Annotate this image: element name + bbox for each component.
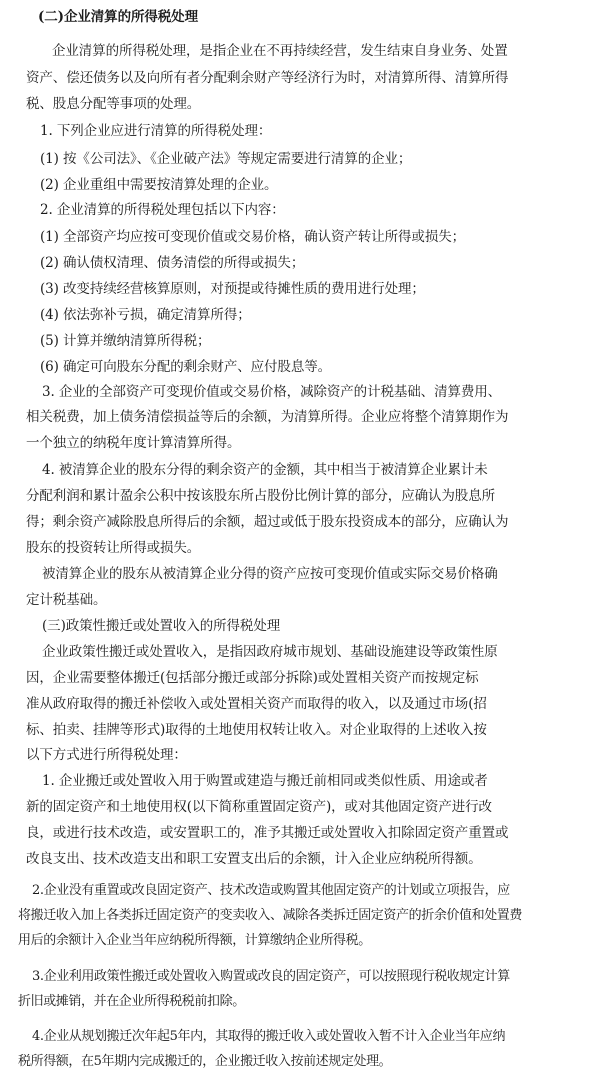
list-item: (2) 确认债权清理、债务清偿的所得或损失； [40,255,305,271]
list-title: 2. 企业清算的所得税处理包括以下内容： [40,202,285,218]
list-item: (2) 企业重组中需要按清算处理的企业。 [40,177,278,193]
paragraph-line: 以下方式进行所得税处理： [26,747,187,763]
paragraph-line: 一个独立的纳税年度计算清算所得。 [26,435,241,451]
paragraph-line: 资产、偿还债务以及向所有者分配剩余财产等经济行为时，对清算所得、清算所得 [26,70,509,86]
paragraph-line: 折旧或摊销，并在企业所得税税前扣除。 [18,994,245,1009]
paragraph-line: 用后的余额计入企业当年应纳税所得额，计算缴纳企业所得税。 [18,933,371,948]
paragraph-line: 将搬迁收入加上各类拆迁固定资产的变卖收入、减除各类拆迁固定资产的折余价值和处置费 [18,908,523,923]
paragraph-line: 3. 企业的全部资产可变现价值或交易价格，减除资产的计税基础、清算费用、 [42,384,502,400]
list-item: (4) 依法弥补亏损，确定清算所得； [40,307,251,323]
paragraph-line: 准从政府取得的搬迁补偿收入或处置相关资产而取得的收入，以及通过市场(招 [26,696,487,712]
list-item: (1) 全部资产均应按可变现价值或交易价格，确认资产转让所得或损失； [40,229,466,245]
paragraph-line: 得；剩余资产减除股息所得后的余额，超过或低于股东投资成本的部分，应确认为 [26,514,509,530]
paragraph-line: 4.企业从规划搬迁次年起5年内，其取得的搬迁收入或处置收入暂不计入企业当年应纳 [32,1029,506,1044]
paragraph-line: 企业清算的所得税处理，是指企业在不再持续经营，发生结束自身业务、处置 [52,43,508,59]
paragraph-line: 分配利润和累计盈余公积中按该股东所占股份比例计算的部分，应确认为股息所 [26,488,495,504]
list-item: (5) 计算并缴纳清算所得税； [40,333,211,349]
paragraph-line: 企业政策性搬迁或处置收入，是指因政府城市规划、基础设施建设等政策性原 [42,644,498,660]
paragraph-line: 税、股息分配等事项的处理。 [26,96,201,112]
paragraph-line: 1. 企业搬迁或处置收入用于购置或建造与搬迁前相同或类似性质、用途或者 [42,773,488,789]
list-item: (3) 改变持续经营核算原则，对预提或待摊性质的费用进行处理； [40,281,425,297]
list-item: (1) 按《公司法》、《企业破产法》等规定需要进行清算的企业； [40,151,412,167]
paragraph-line: 相关税费，加上债务清偿损益等后的余额，为清算所得。企业应将整个清算期作为 [26,409,509,425]
list-title: 1. 下列企业应进行清算的所得税处理： [40,123,272,139]
paragraph-line: 被清算企业的股东从被清算企业分得的资产应按可变现价值或实际交易价格确 [42,566,498,582]
paragraph-line: 2.企业没有重置或改良固定资产、技术改造或购置其他固定资产的计划或立项报告，应 [32,883,510,898]
paragraph-line: 3.企业利用政策性搬迁或处置收入购置或改良的固定资产，可以按照现行税收规定计算 [32,969,510,984]
paragraph-line: 标、拍卖、挂牌等形式)取得的土地使用权转让收入。对企业取得的上述收入按 [26,722,487,738]
list-item: (6) 确定可向股东分配的剩余财产、应付股息等。 [40,359,332,375]
paragraph-line: 税所得额，在5年期内完成搬迁的，企业搬迁收入按前述规定处理。 [18,1054,392,1069]
paragraph-line: 因，企业需要整体搬迁(包括部分搬迁或部分拆除)或处置相关资产而按规定标 [26,670,479,686]
paragraph-line: 4. 被清算企业的股东分得的剩余资产的金额，其中相当于被清算企业累计未 [42,462,488,478]
paragraph-line: 新的固定资产和土地使用权(以下简称重置固定资产)，或对其他固定资产进行改 [26,799,492,815]
paragraph-line: 定计税基础。 [26,592,107,608]
paragraph-line: 改良支出、技术改造支出和职工安置支出后的余额，计入企业应纳税所得额。 [26,851,482,867]
paragraph-line: 股东的投资转让所得或损失。 [26,540,201,556]
section-heading-relocation: (三)政策性搬迁或处置收入的所得税处理 [42,618,281,634]
section-heading-liquidation: (二)企业清算的所得税处理 [38,9,198,25]
paragraph-line: 良，或进行技术改造，或安置职工的，准予其搬迁或处置收入扣除固定资产重置或 [26,825,509,841]
